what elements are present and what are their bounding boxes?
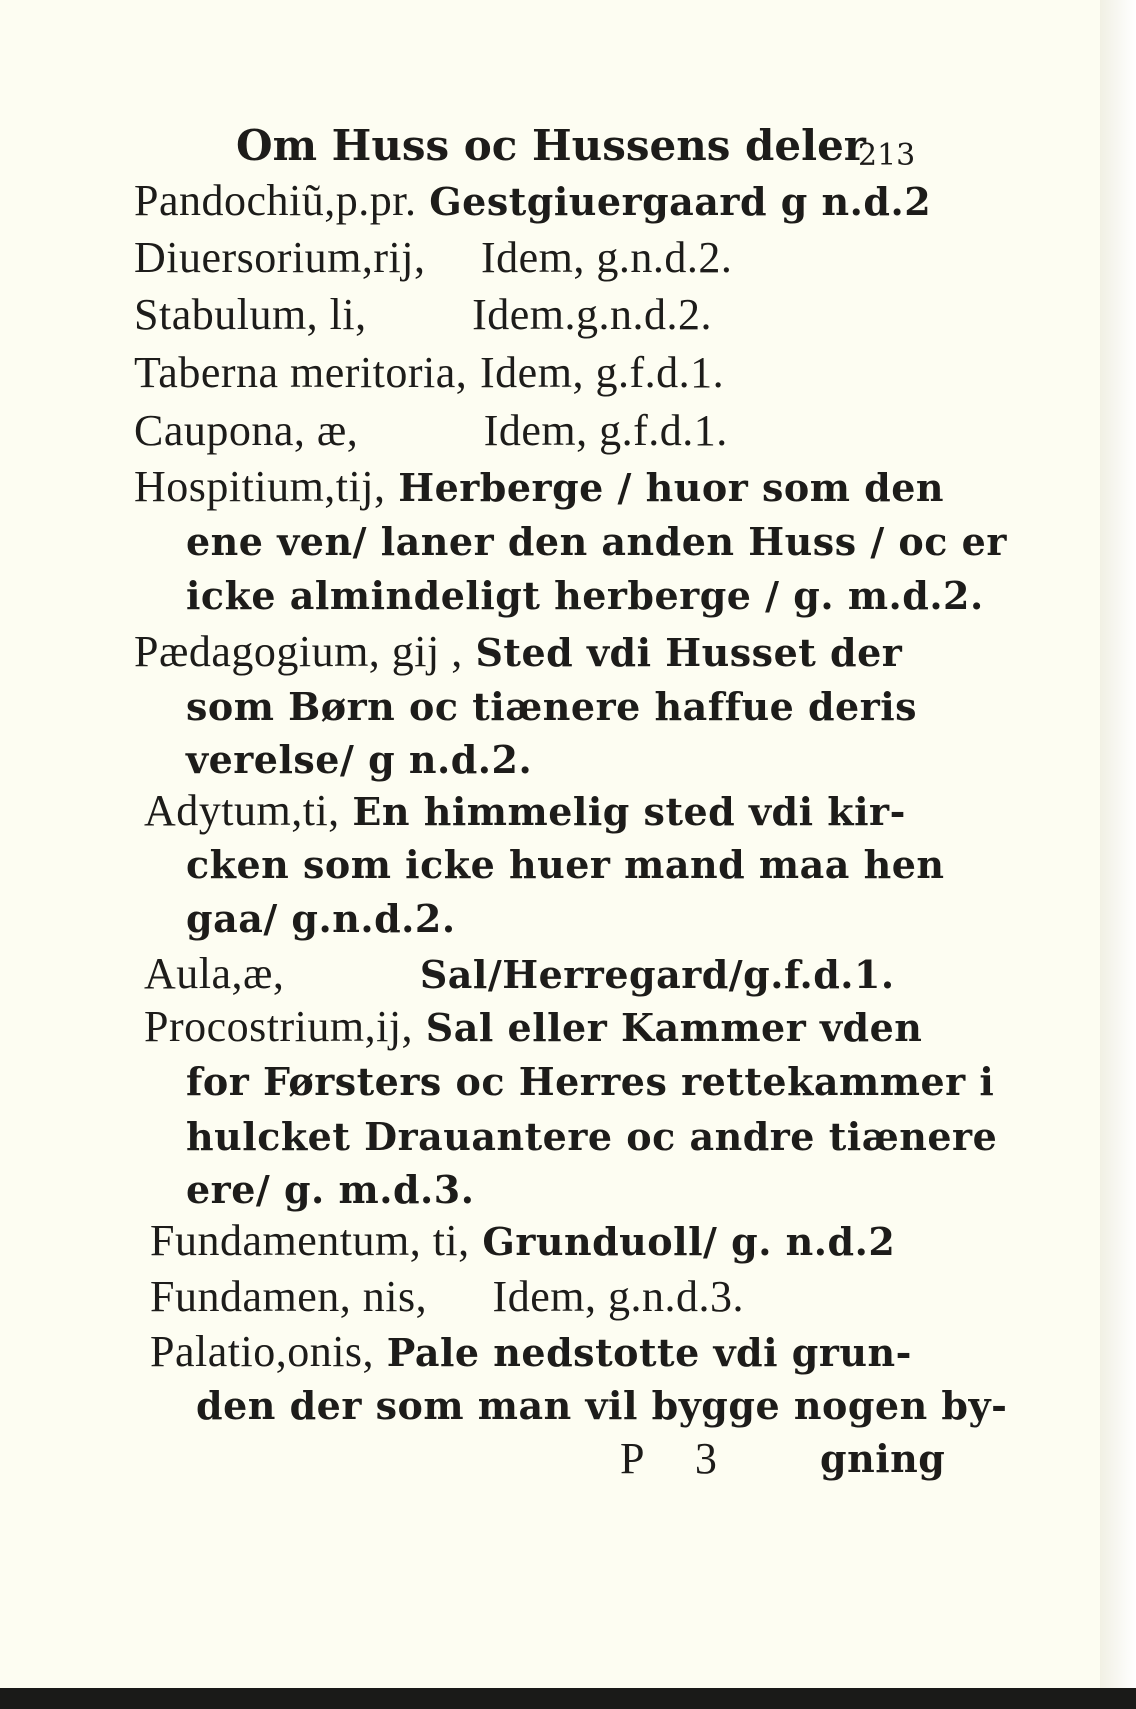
latin-term: Pædagogium, gij ,	[134, 627, 463, 676]
dictionary-line	[134, 407, 728, 456]
dictionary-line	[150, 1217, 895, 1266]
danish-gloss: Pale nedstotte vdi grun-	[386, 1330, 912, 1375]
danish-gloss: Idem, g.n.d.2.	[480, 233, 733, 282]
dictionary-line	[150, 1273, 744, 1322]
dictionary-line	[134, 463, 944, 512]
latin-term: Caupona, æ,	[134, 406, 359, 455]
danish-gloss: Idem, g.f.d.1.	[480, 348, 725, 397]
danish-gloss: Sal eller Kammer vden	[425, 1005, 923, 1050]
latin-term: Stabulum, li,	[134, 290, 367, 339]
latin-term: Taberna meritoria,	[134, 348, 468, 397]
dictionary-line	[144, 787, 906, 836]
danish-gloss: Gestgiuergaard g n.d.2	[429, 179, 932, 224]
dictionary-line-continuation: for Førsters oc Herres rettekammer i	[186, 1059, 995, 1104]
dictionary-line	[134, 628, 902, 677]
page-number: 213	[858, 138, 916, 173]
dictionary-line	[144, 950, 895, 999]
danish-gloss: Grunduoll/ g. n.d.2	[482, 1219, 896, 1264]
signature-mark: P 3	[620, 1434, 718, 1483]
latin-term: Pandochiũ,p.pr.	[134, 176, 417, 225]
danish-gloss: Idem, g.f.d.1.	[483, 406, 728, 455]
dictionary-line-continuation: verelse/ g n.d.2.	[186, 737, 533, 782]
dictionary-line	[134, 234, 732, 283]
dictionary-line	[134, 177, 931, 226]
danish-gloss: Idem.g.n.d.2.	[472, 290, 712, 339]
latin-term: Fundamentum, ti,	[150, 1216, 470, 1265]
latin-term: Procostrium,ij,	[144, 1002, 414, 1051]
danish-gloss: Idem, g.n.d.3.	[492, 1272, 744, 1321]
danish-gloss: Sal/Herregard/g.f.d.1.	[419, 952, 895, 997]
latin-term: Fundamen, nis,	[150, 1272, 428, 1321]
latin-term: Palatio,onis,	[150, 1327, 375, 1376]
latin-term: Adytum,ti,	[144, 786, 340, 835]
page-edge-shadow	[1100, 0, 1136, 1709]
catchword: gning	[820, 1436, 946, 1481]
danish-gloss: Sted vdi Husset der	[475, 630, 903, 675]
latin-term: Hospitium,tij,	[134, 462, 386, 511]
dictionary-line-continuation: gaa/ g.n.d.2.	[186, 896, 456, 941]
scan-border	[0, 1688, 1136, 1709]
dictionary-line-continuation: icke almindeligt herberge / g. m.d.2.	[186, 573, 984, 618]
dictionary-line-continuation: den der som man vil bygge nogen by-	[196, 1383, 1008, 1428]
dictionary-line	[134, 291, 712, 340]
dictionary-line-continuation: ere/ g. m.d.3.	[186, 1167, 475, 1212]
dictionary-line-continuation: cken som icke huer mand maa hen	[186, 842, 945, 887]
dictionary-line-continuation: hulcket Drauantere oc andre tiænere	[186, 1114, 998, 1159]
latin-term: Aula,æ,	[144, 949, 285, 998]
dictionary-line	[134, 349, 724, 398]
dictionary-line-continuation: som Børn oc tiænere haffue deris	[186, 684, 918, 729]
dictionary-line	[150, 1328, 912, 1377]
latin-term: Diuersorium,rij,	[134, 233, 426, 282]
dictionary-line	[144, 1003, 922, 1052]
dictionary-line-continuation: ene ven/ laner den anden Huss / oc er	[186, 519, 1007, 564]
page-title: Om Huss oc Hussens deler	[236, 121, 866, 170]
danish-gloss: Herberge / huor som den	[398, 465, 945, 510]
danish-gloss: En himmelig sted vdi kir-	[352, 789, 906, 834]
